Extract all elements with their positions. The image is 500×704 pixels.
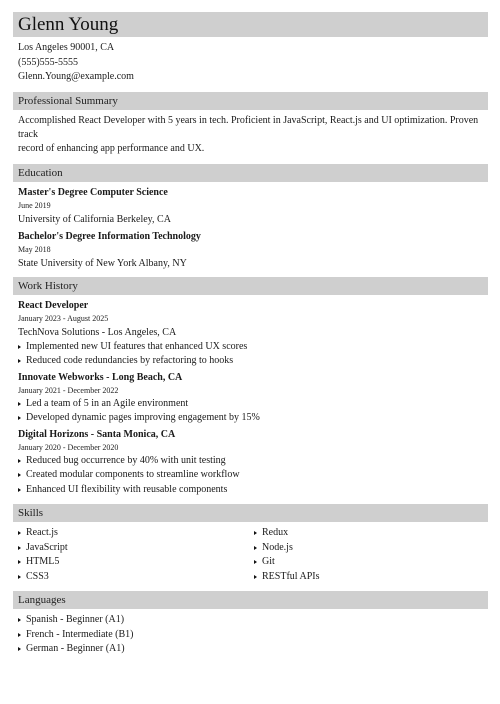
skill-text: Redux xyxy=(262,527,289,538)
skill-text: CSS3 xyxy=(26,570,49,582)
work-history-heading xyxy=(13,277,488,295)
skill-text: RESTful APIs xyxy=(262,570,320,582)
bullet-icon xyxy=(18,575,21,579)
bullet-icon xyxy=(18,647,21,651)
school-name: State University of New York Albany, NY xyxy=(18,257,187,269)
bullet-icon xyxy=(18,531,21,535)
job-date: January 2020 - December 2020 xyxy=(18,442,119,452)
list-item xyxy=(18,397,488,412)
education-heading-label: Education xyxy=(18,166,63,179)
job-bullets xyxy=(13,397,488,426)
degree-title: Master's Degree Computer Science xyxy=(18,186,168,198)
summary-heading xyxy=(13,92,488,110)
job-title: Digital Horizons - Santa Monica, CA xyxy=(18,428,176,440)
contact-info xyxy=(13,41,488,85)
summary-heading-label: Professional Summary xyxy=(18,94,118,107)
job-entry xyxy=(13,299,488,369)
list-item xyxy=(18,411,488,426)
list-item xyxy=(18,468,488,483)
skill-text: Node.js xyxy=(262,541,293,553)
job-date: January 2023 - August 2025 xyxy=(18,313,109,323)
bullet-icon xyxy=(18,345,21,349)
bullet-text: Created modular components to streamline workflow xyxy=(26,469,240,480)
list-item xyxy=(18,613,488,628)
education-entry xyxy=(13,230,488,271)
job-entry xyxy=(13,428,488,498)
resume-page xyxy=(13,12,488,657)
school-name: University of California Berkeley, CA xyxy=(18,213,171,225)
languages-heading-label: Languages xyxy=(18,594,66,606)
bullet-icon xyxy=(254,546,257,550)
email-text: Glenn.Young@example.com xyxy=(18,71,134,82)
language-text: Spanish - Beginner (A1) xyxy=(26,614,125,625)
degree-title: Bachelor's Degree Information Technology xyxy=(18,230,201,242)
languages-heading xyxy=(13,591,488,609)
phone-text: (555)555-5555 xyxy=(18,56,78,68)
skill-text: React.js xyxy=(26,527,58,538)
summary-line: record of enhancing app performance and UX. xyxy=(18,142,205,154)
degree-date: June 2019 xyxy=(18,200,51,210)
degree-date: May 2018 xyxy=(18,244,51,254)
list-item xyxy=(18,354,488,369)
bullet-icon xyxy=(18,416,21,420)
bullet-icon xyxy=(18,633,21,637)
candidate-name: Glenn Young xyxy=(18,14,119,35)
job-title: React Developer xyxy=(18,299,89,311)
bullet-icon xyxy=(18,402,21,406)
list-item xyxy=(18,570,249,585)
bullet-text: Implemented new UI features that enhanced UX scores xyxy=(26,340,248,352)
language-text: French - Intermediate (B1) xyxy=(26,628,134,640)
bullet-icon xyxy=(254,531,257,535)
bullet-icon xyxy=(18,488,21,492)
bullet-icon xyxy=(254,575,257,579)
bullet-icon xyxy=(18,473,21,477)
bullet-text: Led a team of 5 in an Agile environment xyxy=(26,397,189,409)
address-text: Los Angeles 90001, CA xyxy=(18,42,115,53)
bullet-icon xyxy=(18,560,21,564)
list-item xyxy=(18,454,488,469)
skill-text: JavaScript xyxy=(26,541,68,553)
education-heading xyxy=(13,164,488,182)
language-text: German - Beginner (A1) xyxy=(26,643,125,654)
skills-column-left xyxy=(13,526,249,584)
list-item xyxy=(18,526,249,541)
job-bullets xyxy=(13,454,488,498)
skill-text: Git xyxy=(262,556,275,567)
job-title: Innovate Webworks - Long Beach, CA xyxy=(18,371,183,383)
list-item xyxy=(18,628,488,643)
work-history-heading-label: Work History xyxy=(18,279,78,292)
bullet-icon xyxy=(254,560,257,564)
bullet-icon xyxy=(18,459,21,463)
bullet-text: Reduced code redundancies by refactoring to hooks xyxy=(26,355,234,366)
job-date: January 2021 - December 2022 xyxy=(18,385,119,395)
bullet-icon xyxy=(18,546,21,550)
bullet-icon xyxy=(18,359,21,363)
job-entry xyxy=(13,371,488,426)
summary-line: Accomplished React Developer with 5 years in tech. Proficient in JavaScript, React.js and UI optimization. Proven track xyxy=(18,114,479,140)
skills-heading xyxy=(13,504,488,522)
bullet-text: Enhanced UI flexibility with reusable components xyxy=(26,483,228,495)
bullet-text: Reduced bug occurrence by 40% with unit testing xyxy=(26,454,226,466)
list-item xyxy=(18,555,249,570)
summary-text xyxy=(13,114,488,156)
list-item xyxy=(18,541,249,556)
list-item xyxy=(18,642,488,657)
bullet-icon xyxy=(18,618,21,622)
list-item xyxy=(254,541,485,556)
languages-list xyxy=(13,613,488,657)
skills-column-right xyxy=(249,526,485,584)
list-item xyxy=(254,555,485,570)
name-header xyxy=(13,12,488,37)
list-item xyxy=(18,340,488,355)
education-entry xyxy=(13,186,488,227)
skills-list xyxy=(249,526,485,584)
skills-list xyxy=(13,526,249,584)
list-item xyxy=(18,483,488,498)
skills-grid xyxy=(13,526,488,584)
job-bullets xyxy=(13,340,488,369)
bullet-text: Developed dynamic pages improving engagement by 15% xyxy=(26,412,260,423)
list-item xyxy=(254,526,485,541)
skill-text: HTML5 xyxy=(26,556,60,567)
skills-heading-label: Skills xyxy=(18,507,44,519)
company-name: TechNova Solutions - Los Angeles, CA xyxy=(18,326,177,338)
list-item xyxy=(254,570,485,585)
